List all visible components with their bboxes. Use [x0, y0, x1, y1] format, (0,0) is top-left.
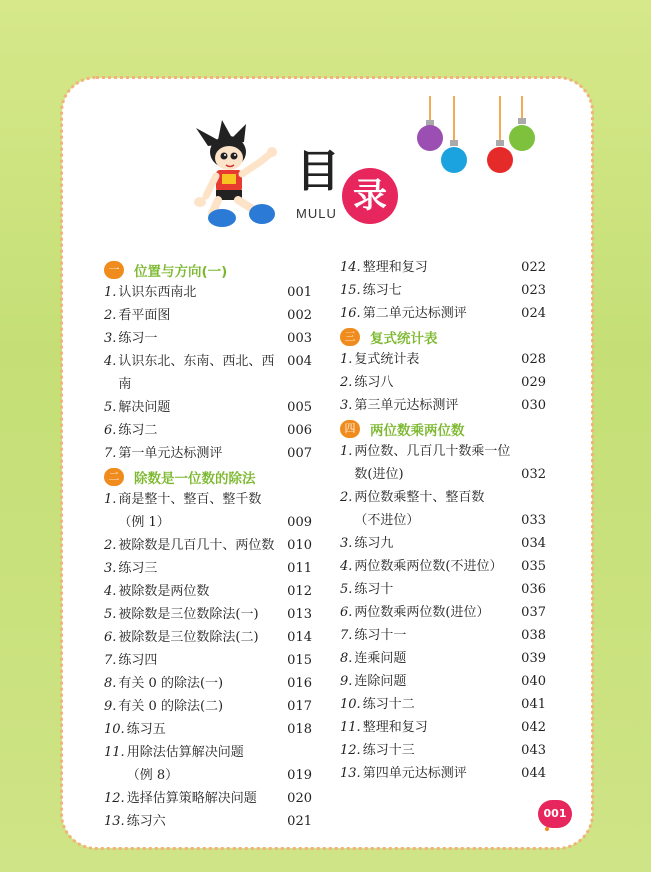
toc-entry-page: 021: [287, 814, 312, 829]
toc-entry-number: 8.: [340, 651, 353, 666]
toc-entry-number: 15.: [340, 283, 361, 298]
toc-entry[interactable]: [340, 302, 546, 325]
toc-entry[interactable]: [104, 580, 312, 603]
section-number-badge: 一: [104, 261, 124, 279]
toc-entry-page: 002: [287, 308, 312, 323]
toc-entry-label: 有关 0 的除法(二): [118, 699, 224, 714]
toc-entry[interactable]: [104, 741, 312, 787]
toc-entry[interactable]: [104, 327, 312, 350]
toc-entry-label: 认识东西南北: [118, 285, 197, 300]
toc-entry[interactable]: [340, 555, 546, 578]
toc-entry-number: 3.: [340, 398, 353, 413]
toc-entry-label: 两位数、几百几十数乘一位 数(进位): [354, 444, 511, 482]
toc-entry[interactable]: [104, 649, 312, 672]
toc-entry-page: 018: [287, 722, 312, 737]
hanging-bulbs-decoration: [410, 96, 550, 180]
section-number-badge: 三: [340, 328, 360, 346]
section-number-badge: 二: [104, 468, 124, 486]
toc-entry-number: 1.: [104, 285, 117, 300]
toc-entry-number: 2.: [340, 375, 353, 390]
toc-entry-label: 练习十: [354, 582, 394, 597]
toc-entry-page: 009: [287, 515, 312, 530]
toc-entry[interactable]: [340, 739, 546, 762]
toc-entry[interactable]: [340, 670, 546, 693]
toc-entry-label: 练习二: [118, 423, 158, 438]
toc-entry-page: 014: [287, 630, 312, 645]
toc-entry-page: 037: [521, 605, 546, 620]
toc-entry-label: 整理和复习: [362, 720, 428, 735]
toc-entry-number: 10.: [104, 722, 125, 737]
toc-entry-label: 练习七: [362, 283, 402, 298]
toc-entry[interactable]: [104, 488, 312, 534]
toc-entry[interactable]: [340, 440, 546, 486]
title-char-mu: 目: [296, 146, 340, 197]
toc-entry-label: 连除问题: [354, 674, 407, 689]
toc-entry[interactable]: [104, 718, 312, 741]
title-pinyin: MULU: [296, 206, 337, 221]
toc-entry-label: 练习九: [354, 536, 394, 551]
toc-entry-number: 9.: [104, 699, 117, 714]
toc-entry-number: 3.: [340, 536, 353, 551]
toc-entry[interactable]: [340, 394, 546, 417]
toc-entry-page: 003: [287, 331, 312, 346]
toc-entry-page: 023: [521, 283, 546, 298]
toc-entry-number: 11.: [104, 745, 125, 760]
toc-entry-label: 选择估算策略解决问题: [126, 791, 257, 806]
toc-entry-label: 连乘问题: [354, 651, 407, 666]
toc-entry-number: 14.: [340, 260, 361, 275]
toc-entry[interactable]: [104, 304, 312, 327]
toc-entry-label: 被除数是三位数除法(一): [118, 607, 259, 622]
toc-entry-page: 043: [521, 743, 546, 758]
toc-entry-number: 13.: [104, 814, 125, 829]
toc-entry-number: 6.: [104, 423, 117, 438]
toc-right-column: [340, 256, 546, 785]
toc-entry-page: 011: [287, 561, 312, 576]
toc-entry-number: 1.: [340, 444, 353, 459]
toc-entry[interactable]: [104, 603, 312, 626]
section-number-badge: 四: [340, 420, 360, 438]
toc-entry-page: 028: [521, 352, 546, 367]
toc-entry-page: 001: [287, 285, 312, 300]
toc-entry[interactable]: [340, 256, 546, 279]
toc-entry-page: 040: [521, 674, 546, 689]
toc-entry[interactable]: [340, 601, 546, 624]
section-title: 除数是一位数的除法: [134, 470, 256, 487]
toc-entry-label: 第三单元达标测评: [354, 398, 459, 413]
section-heading: [104, 465, 312, 488]
section-heading: [104, 258, 312, 281]
toc-entry-page: 032: [521, 467, 546, 482]
toc-entry-number: 3.: [104, 331, 117, 346]
toc-entry-label: 整理和复习: [362, 260, 428, 275]
toc-entry-page: 015: [287, 653, 312, 668]
toc-entry-label: 复式统计表: [354, 352, 420, 367]
toc-entry-page: 036: [521, 582, 546, 597]
toc-entry-page: 024: [521, 306, 546, 321]
toc-entry-number: 12.: [104, 791, 125, 806]
toc-entry-number: 11.: [340, 720, 361, 735]
toc-entry-page: 016: [287, 676, 312, 691]
page-number-dot: [545, 827, 549, 831]
toc-entry-number: 7.: [340, 628, 353, 643]
toc-entry-label: 练习六: [126, 814, 166, 829]
toc-entry-label: 两位数乘两位数(不进位）: [354, 559, 503, 574]
toc-entry-label: 练习五: [126, 722, 166, 737]
toc-entry-number: 1.: [104, 492, 117, 507]
toc-entry-number: 2.: [104, 308, 117, 323]
toc-entry-label: 看平面图: [118, 308, 171, 323]
toc-entry-page: 006: [287, 423, 312, 438]
toc-entry-number: 4.: [104, 354, 117, 369]
toc-entry-page: 030: [521, 398, 546, 413]
toc-entry[interactable]: [340, 371, 546, 394]
toc-entry-number: 2.: [104, 538, 117, 553]
toc-entry-number: 13.: [340, 766, 361, 781]
toc-entry[interactable]: [340, 716, 546, 739]
toc-entry-label: 第一单元达标测评: [118, 446, 223, 461]
toc-entry-label: 练习四: [118, 653, 158, 668]
toc-entry[interactable]: [104, 810, 312, 833]
section-title: 位置与方向(一): [134, 263, 228, 280]
section-title: 两位数乘两位数: [370, 422, 465, 439]
toc-entry[interactable]: [340, 279, 546, 302]
toc-entry-label: 解决问题: [118, 400, 171, 415]
toc-entry[interactable]: [340, 762, 546, 785]
toc-entry[interactable]: [104, 350, 312, 396]
toc-entry-label: 练习十二: [362, 697, 415, 712]
toc-entry-label: 被除数是三位数除法(二): [118, 630, 259, 645]
toc-entry-page: 012: [287, 584, 312, 599]
toc-entry-page: 005: [287, 400, 312, 415]
toc-entry-number: 5.: [104, 400, 117, 415]
toc-entry[interactable]: [104, 787, 312, 810]
section-title: 复式统计表: [370, 330, 438, 347]
toc-entry-label: 用除法估算解决问题 （例 8）: [126, 745, 244, 783]
toc-entry-label: 练习八: [354, 375, 394, 390]
toc-entry-page: 034: [521, 536, 546, 551]
toc-entry[interactable]: [104, 396, 312, 419]
toc-entry[interactable]: [104, 442, 312, 465]
section-heading: [340, 417, 546, 440]
toc-entry-page: 041: [521, 697, 546, 712]
toc-entry-label: 练习三: [118, 561, 158, 576]
toc-entry-number: 5.: [340, 582, 353, 597]
toc-entry-page: 007: [287, 446, 312, 461]
toc-entry-number: 7.: [104, 446, 117, 461]
toc-entry[interactable]: [340, 647, 546, 670]
toc-entry[interactable]: [340, 486, 546, 532]
cartoon-boy-illustration: [188, 118, 284, 230]
toc-entry-number: 6.: [340, 605, 353, 620]
toc-entry-label: 第四单元达标测评: [362, 766, 467, 781]
toc-entry-number: 1.: [340, 352, 353, 367]
toc-entry[interactable]: [340, 624, 546, 647]
toc-entry-page: 004: [287, 354, 312, 369]
toc-entry-number: 2.: [340, 490, 353, 505]
toc-entry-number: 3.: [104, 561, 117, 576]
toc-entry-label: 第二单元达标测评: [362, 306, 467, 321]
toc-entry-number: 6.: [104, 630, 117, 645]
toc-entry-number: 16.: [340, 306, 361, 321]
toc-entry-number: 12.: [340, 743, 361, 758]
toc-entry-number: 9.: [340, 674, 353, 689]
toc-entry-label: 商是整十、整百、整千数 （例 1）: [118, 492, 262, 530]
toc-entry-label: 被除数是两位数: [118, 584, 210, 599]
toc-entry-page: 020: [287, 791, 312, 806]
toc-entry[interactable]: [104, 419, 312, 442]
toc-entry-number: 8.: [104, 676, 117, 691]
toc-entry[interactable]: [104, 557, 312, 580]
toc-entry[interactable]: [104, 672, 312, 695]
toc-entry-page: 029: [521, 375, 546, 390]
section-heading: [340, 325, 546, 348]
toc-entry[interactable]: [104, 626, 312, 649]
toc-entry-label: 认识东北、东南、西北、西南: [118, 354, 275, 392]
toc-entry-page: 039: [521, 651, 546, 666]
toc-entry[interactable]: [104, 695, 312, 718]
toc-entry-label: 练习十一: [354, 628, 407, 643]
toc-entry-number: 4.: [340, 559, 353, 574]
toc-entry-label: 两位数乘整十、整百数 （不进位）: [354, 490, 485, 528]
toc-entry[interactable]: [104, 534, 312, 557]
toc-entry-page: 022: [521, 260, 546, 275]
toc-entry-page: 019: [287, 768, 312, 783]
toc-entry-page: 038: [521, 628, 546, 643]
toc-entry[interactable]: [104, 281, 312, 304]
toc-entry-label: 两位数乘两位数(进位）: [354, 605, 490, 620]
toc-entry-page: 017: [287, 699, 312, 714]
toc-entry[interactable]: [340, 348, 546, 371]
toc-entry-label: 被除数是几百几十、两位数: [118, 538, 275, 553]
toc-entry[interactable]: [340, 532, 546, 555]
toc-left-column: [104, 258, 312, 833]
toc-entry-page: 013: [287, 607, 312, 622]
toc-entry-page: 033: [521, 513, 546, 528]
toc-entry-page: 044: [521, 766, 546, 781]
toc-entry-number: 10.: [340, 697, 361, 712]
toc-entry-page: 010: [287, 538, 312, 553]
toc-entry-label: 练习十三: [362, 743, 415, 758]
toc-entry-number: 5.: [104, 607, 117, 622]
toc-entry[interactable]: [340, 578, 546, 601]
toc-entry-label: 有关 0 的除法(一): [118, 676, 224, 691]
toc-entry-page: 035: [521, 559, 546, 574]
title-char-lu-badge: 录: [342, 168, 398, 224]
toc-entry-number: 7.: [104, 653, 117, 668]
toc-entry[interactable]: [340, 693, 546, 716]
toc-entry-page: 042: [521, 720, 546, 735]
page-number-badge: 001: [538, 800, 572, 828]
toc-entry-number: 4.: [104, 584, 117, 599]
toc-entry-label: 练习一: [118, 331, 158, 346]
